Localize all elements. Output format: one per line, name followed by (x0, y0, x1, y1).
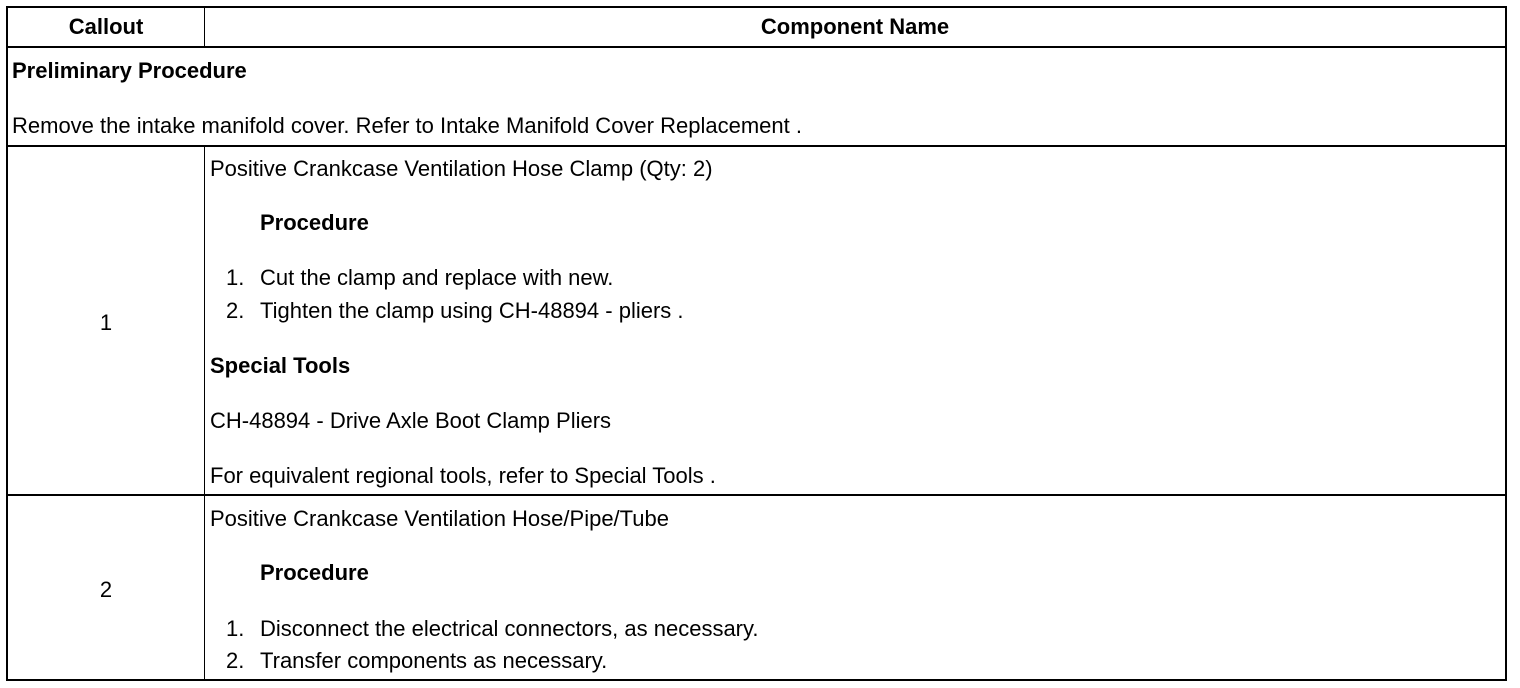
special-tools-title: Special Tools (210, 353, 351, 378)
divider-row-1 (6, 494, 1507, 496)
step-number: 1. (226, 265, 245, 290)
regional-tools-note: For equivalent regional tools, refer to Special Tools . (210, 463, 716, 488)
step-text: Tighten the clamp using CH-48894 - pliers . (260, 298, 684, 323)
divider-header (6, 46, 1507, 48)
step-number: 1. (226, 616, 245, 641)
step-text: Transfer components as necessary. (260, 648, 608, 673)
callout-number: 2 (99, 577, 113, 602)
header-callout: Callout (68, 14, 144, 39)
preliminary-text: Remove the intake manifold cover. Refer to Intake Manifold Cover Replacement . (12, 113, 802, 138)
divider-preliminary (6, 145, 1507, 147)
callout-number: 1 (99, 310, 113, 335)
step-text: Disconnect the electrical connectors, as necessary. (260, 616, 759, 641)
procedure-title: Procedure (260, 560, 369, 585)
procedure-title: Procedure (260, 210, 369, 235)
step-number: 2. (226, 298, 245, 323)
preliminary-title: Preliminary Procedure (12, 58, 247, 83)
component-name: Positive Crankcase Ventilation Hose/Pipe/Tube (210, 506, 669, 531)
header-component-name: Component Name (760, 14, 950, 39)
step-number: 2. (226, 648, 245, 673)
component-name: Positive Crankcase Ventilation Hose Clamp (Qty: 2) (210, 156, 713, 181)
step-text: Cut the clamp and replace with new. (260, 265, 614, 290)
divider-column-rows (204, 146, 205, 680)
table-border (6, 6, 1507, 681)
special-tool-item: CH-48894 - Drive Axle Boot Clamp Pliers (210, 408, 612, 433)
